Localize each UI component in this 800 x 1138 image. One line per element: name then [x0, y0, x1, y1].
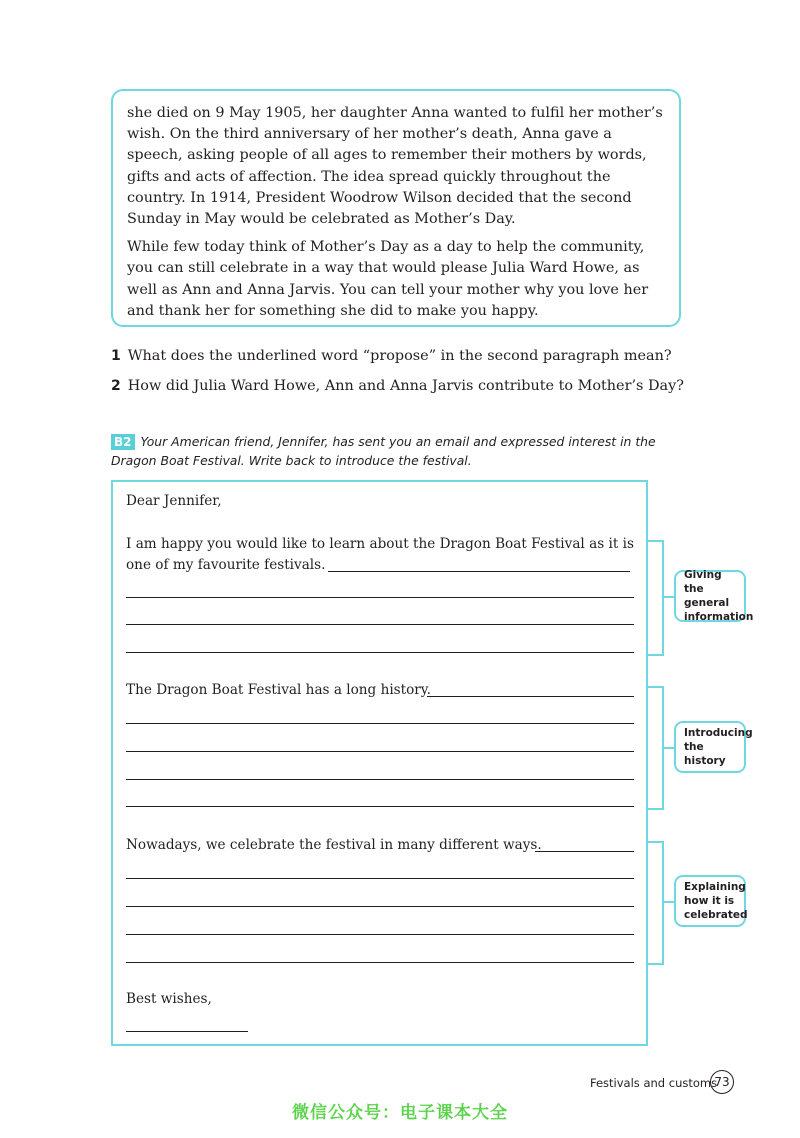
letter-greeting: Dear Jennifer,	[126, 493, 222, 509]
question-number: 2	[111, 378, 121, 394]
note-history	[674, 721, 753, 773]
letter-celebration-start: Nowadays, we celebrate the festival in many different ways.	[126, 837, 542, 853]
watermark-text: 微信公众号：电子课本大全	[292, 1103, 508, 1123]
letter-intro-line-2: one of my favourite festivals.	[126, 557, 326, 573]
question-text: How did Julia Ward Howe, Ann and Anna Jarvis contribute to Mother’s Day?	[127, 378, 684, 394]
answer-line[interactable]	[126, 906, 634, 907]
note-text: celebrated	[684, 909, 748, 921]
letter-history-start: The Dragon Boat Festival has a long history.	[126, 682, 431, 698]
note-text: the history	[684, 741, 726, 767]
question-1	[111, 348, 672, 364]
bracket-celebration	[647, 841, 664, 965]
signature-line[interactable]	[126, 1031, 248, 1032]
answer-line[interactable]	[126, 624, 634, 625]
note-text: how it is	[684, 895, 735, 907]
note-text: information	[684, 611, 754, 623]
answer-line[interactable]	[328, 571, 630, 572]
question-text: What does the underlined word “propose” in the second paragraph mean?	[127, 348, 672, 364]
reading-paragraph-2: While few today think of Mother’s Day as a day to help the community, you can still celebrate in a way that would please Julia Ward Howe, as well as Ann and Anna Jarvis. You can tell your mother why you love her and thank her for something she did to make you happy.	[127, 239, 649, 319]
note-text: general	[684, 597, 730, 609]
answer-line[interactable]	[126, 751, 634, 752]
answer-line[interactable]	[126, 779, 634, 780]
b2-badge: B2	[111, 434, 135, 450]
letter-intro-line-1: I am happy you would like to learn about the Dragon Boat Festival as it is	[126, 536, 634, 552]
answer-line[interactable]	[126, 652, 634, 653]
answer-line[interactable]	[126, 878, 634, 879]
answer-line[interactable]	[126, 934, 634, 935]
bracket-general-information	[647, 540, 664, 656]
letter-closing: Best wishes,	[126, 991, 212, 1007]
b2-instruction-line-1	[111, 432, 671, 452]
answer-line[interactable]	[126, 962, 634, 963]
note-celebration	[674, 875, 746, 927]
answer-line[interactable]	[126, 723, 634, 724]
reading-passage	[111, 89, 681, 327]
note-text: Introducing	[684, 727, 753, 739]
bracket-history	[647, 686, 664, 810]
note-text: Explaining	[684, 881, 746, 893]
answer-line[interactable]	[126, 597, 634, 598]
page-number: 73	[710, 1070, 734, 1094]
answer-line[interactable]	[126, 806, 634, 807]
question-2	[111, 378, 684, 394]
answer-line[interactable]	[427, 696, 634, 697]
b2-instruction-text-1: Your American friend, Jennifer, has sent you an email and expressed interest in the	[140, 434, 656, 449]
note-general-information	[674, 569, 754, 623]
answer-line[interactable]	[535, 851, 634, 852]
b2-instruction-line-2: Dragon Boat Festival. Write back to introduce the festival.	[111, 453, 472, 468]
note-text: Giving the	[684, 569, 722, 595]
footer-section-title: Festivals and customs	[590, 1076, 718, 1090]
question-number: 1	[111, 348, 121, 364]
reading-paragraph-1: she died on 9 May 1905, her daughter Anna wanted to fulfil her mother’s wish. On the third anniversary of her mother’s death, Anna gave a speech, asking people of all ages to remember their mothers by words, gifts and acts of affection. The idea spread quickly throughout the country. In 1914, President Woodrow Wilson decided that the second Sunday in May would be celebrated as Mother’s Day.	[127, 105, 663, 228]
